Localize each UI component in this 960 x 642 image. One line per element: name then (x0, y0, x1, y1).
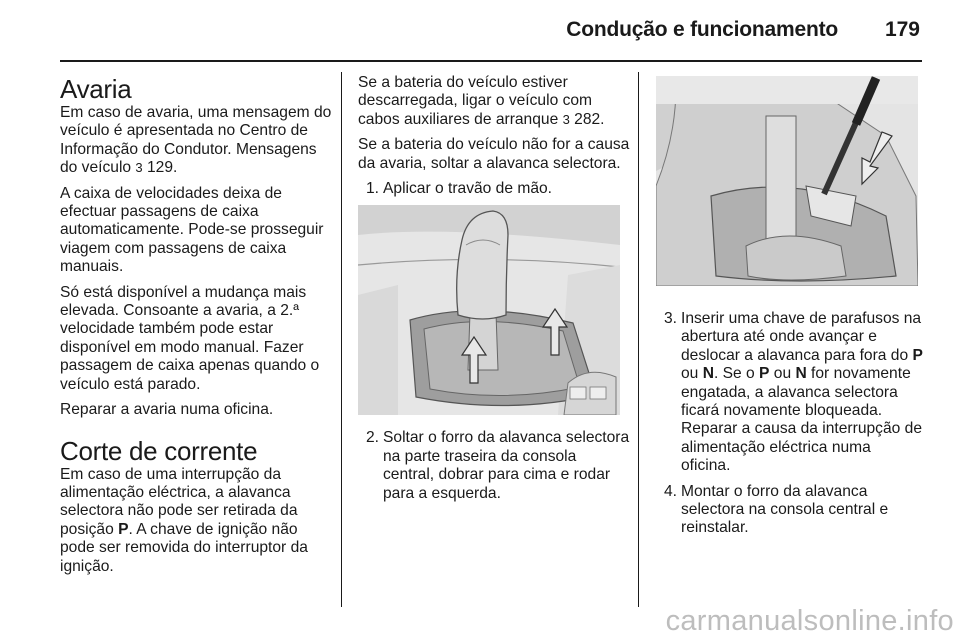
paragraph-repair: Reparar a avaria numa oficina. (60, 401, 274, 419)
column-2 (358, 74, 630, 510)
figure-screwdriver-release (656, 76, 918, 286)
list-item: 3. Inserir uma chave de parafusos na abertura até onde avançar e deslocar a alavanca para fora do P ou N. Se o P ou N for novamente engatada, a alavanca selectora ficará novamente bloqueada. Reparar a causa da interrupção de alimentação eléctrica numa oficina. (664, 310, 923, 475)
page-header (0, 0, 960, 62)
column-divider-1 (341, 72, 342, 607)
column-1 (60, 74, 332, 583)
watermark: carmanualsonline.info (665, 605, 954, 637)
paragraph-power-cut: Em caso de uma interrupção da alimentação eléctrica, a alavanca selectora não pode ser retirada da posição P. A chave de ignição não pode ser removida do interruptor da ignição. (60, 465, 308, 575)
figure-gear-lever (358, 205, 620, 415)
section-title: Condução e funcionamento (566, 18, 838, 41)
header-rule (60, 60, 922, 62)
paragraph-battery-jump: Se a bateria do veículo estiver descarregada, ligar o veículo com cabos auxiliares de arranque 3 282. (358, 74, 605, 128)
page-number: 179 (884, 18, 920, 41)
paragraph-battery-not-cause: Se a bateria do veículo não for a causa da avaria, soltar a alavanca selectora. (358, 136, 630, 172)
page-ref-icon: 3 (562, 111, 570, 127)
list-item: 2. Soltar o forro da alavanca selectora na parte traseira da consola central, dobrar para cima e rodar para a esquerda. (366, 429, 630, 502)
paragraph-avaria-message: Em caso de avaria, uma mensagem do veículo é apresentada no Centro de Informação do Condutor. Mensagens do veículo 3 129. (60, 104, 332, 177)
steps-list-b (358, 429, 630, 503)
column-divider-2 (638, 72, 639, 607)
paragraph-manual-shift: A caixa de velocidades deixa de efectuar passagens de caixa automaticamente. Pode-se prosseguir viagem com passagens de caixa manuais. (60, 184, 324, 276)
heading-power-cut: Corte de corrente (60, 435, 258, 466)
list-item: 1. Aplicar o travão de mão. (366, 180, 553, 198)
list-item: 4. Montar o forro da alavanca selectora na consola central e reinstalar. (664, 482, 889, 537)
column-3 (656, 74, 924, 545)
paragraph-highest-gear: Só está disponível a mudança mais elevada. Consoante a avaria, a 2.ª velocidade também pode estar disponível em modo manual. Fazer passagem de caixa apenas quando o veículo está parado. (60, 283, 320, 393)
page-ref-icon: 3 (135, 160, 143, 176)
steps-list-a (358, 180, 630, 198)
steps-list-c (656, 310, 924, 538)
heading-avaria: Avaria (60, 74, 132, 104)
